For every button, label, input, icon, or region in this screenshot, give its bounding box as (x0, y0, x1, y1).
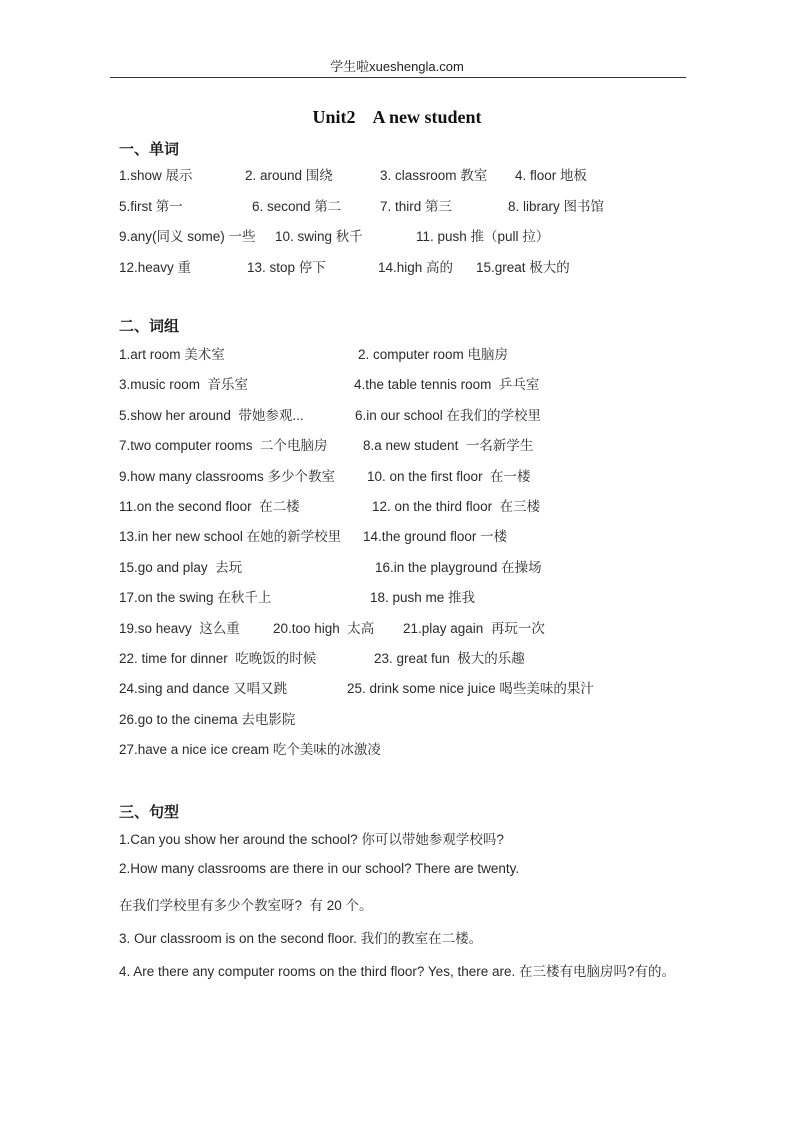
text-segment: 15.go and play 去玩 (119, 559, 243, 575)
text-segment: 12.heavy 重 (119, 260, 192, 276)
text-segment: 25. drink some nice juice 喝些美味的果汁 (347, 681, 594, 697)
text-segment: 8. library 图书馆 (508, 198, 605, 214)
text-line (0, 556, 794, 576)
text-segment: 3.music room 音乐室 (119, 377, 249, 393)
text-segment: 23. great fun 极大的乐趣 (374, 651, 525, 666)
text-segment: 13.in her new school 在她的新学校里 (119, 529, 342, 545)
text-segment: 1.art room 美术室 (119, 347, 225, 362)
text-segment: 11. push 推（pull 拉） (416, 229, 550, 245)
text-segment: 10. swing 秋千 (275, 229, 363, 245)
text-segment: 12. on the third floor 在三楼 (372, 499, 541, 514)
text-line (0, 738, 794, 758)
section-heading-words: 一、单词 (119, 141, 180, 158)
text-line (0, 861, 794, 881)
text-segment: 13. stop 停下 (247, 260, 326, 276)
text-line (0, 225, 794, 245)
text-line (0, 373, 794, 393)
text-segment: 16.in the playground 在操场 (375, 559, 542, 575)
text-segment: 11.on the second floor 在二楼 (119, 499, 300, 514)
text-segment: 4.the table tennis room 乒乓室 (354, 377, 540, 393)
text-segment: 7. third 第三 (380, 198, 453, 214)
text-line (0, 677, 794, 697)
text-line (0, 525, 794, 545)
site-header-text: 学生啦xueshengla.com (330, 59, 464, 74)
text-segment: 3. Our classroom is on the second floor. 我们的教室在二楼。 (119, 931, 483, 946)
text-segment: 24.sing and dance 又唱又跳 (119, 681, 288, 697)
text-segment: 14.high 高的 (378, 260, 454, 276)
text-segment: 在我们学校里有多少个教室呀? 有 20 个。 (119, 898, 373, 913)
text-line (0, 586, 794, 606)
text-line (0, 708, 794, 728)
text-segment: 20.too high 太高 (273, 620, 375, 636)
text-segment: 2. computer room 电脑房 (358, 347, 509, 362)
text-segment: 6.in our school 在我们的学校里 (355, 407, 542, 423)
section-heading-sentences: 三、句型 (119, 804, 180, 821)
text-segment: 8.a new student 一名新学生 (363, 438, 534, 454)
text-segment: 17.on the swing 在秋千上 (119, 590, 272, 606)
text-line (0, 960, 794, 980)
text-segment: 2.How many classrooms are there in our school? There are twenty. (119, 861, 520, 876)
text-segment: 22. time for dinner 吃晚饭的时候 (119, 651, 317, 666)
text-line (0, 343, 794, 363)
text-line (0, 617, 794, 637)
text-segment: 1.Can you show her around the school? 你可以带她参观学校吗? (119, 832, 504, 847)
header-divider-line (110, 77, 686, 78)
text-line (0, 195, 794, 215)
section-heading-phrases: 二、词组 (119, 318, 180, 335)
text-line (0, 164, 794, 184)
text-line (0, 828, 794, 848)
text-segment: 10. on the first floor 在一楼 (367, 468, 531, 484)
text-line (0, 927, 794, 947)
text-segment: 4. Are there any computer rooms on the third floor? Yes, there are. 在三楼有电脑房吗?有的。 (119, 964, 675, 979)
text-segment: 5.show her around 带她参观... (119, 407, 304, 423)
text-segment: 9.how many classrooms 多少个教室 (119, 468, 336, 484)
text-segment: 3. classroom 教室 (380, 168, 488, 183)
text-segment: 2. around 围绕 (245, 168, 333, 183)
text-segment: 7.two computer rooms 二个电脑房 (119, 438, 328, 454)
text-segment: 5.first 第一 (119, 198, 183, 214)
text-segment: 27.have a nice ice cream 吃个美味的冰激凌 (119, 742, 381, 758)
text-line (0, 647, 794, 667)
text-segment: 15.great 极大的 (476, 260, 570, 276)
text-segment: 6. second 第二 (252, 198, 342, 214)
text-segment: 26.go to the cinema 去电影院 (119, 711, 296, 727)
text-line (0, 404, 794, 424)
text-segment: 1.show 展示 (119, 168, 193, 183)
text-segment: 4. floor 地板 (515, 168, 588, 183)
text-segment: 19.so heavy 这么重 (119, 620, 240, 636)
text-segment: 21.play again 再玩一次 (403, 620, 545, 636)
text-segment: 9.any(同义 some) 一些 (119, 229, 256, 245)
text-segment: 14.the ground floor 一楼 (363, 529, 508, 545)
text-line (0, 434, 794, 454)
text-line (0, 465, 794, 485)
text-segment: 18. push me 推我 (370, 590, 476, 606)
unit-title: Unit2 A new student (312, 107, 482, 127)
text-line (0, 256, 794, 276)
text-line (0, 894, 794, 914)
text-line (0, 495, 794, 515)
